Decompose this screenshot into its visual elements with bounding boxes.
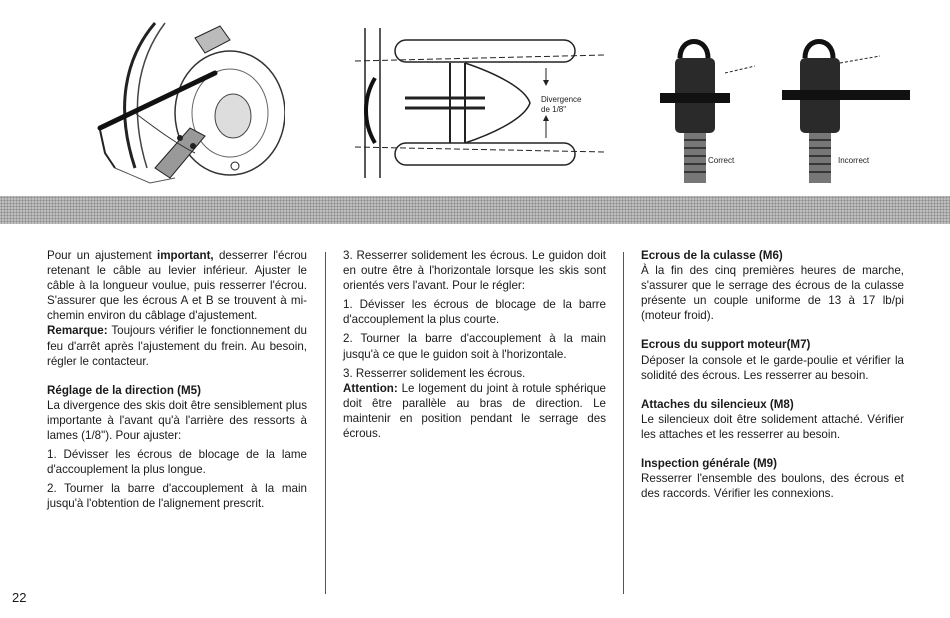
halftone-divider-band (0, 196, 950, 224)
section-text: À la fin des cinq premières heures de marche, s'assurer que le serrage des écrous de la culasse présente un couple uniforme de 13 à 17 lb/pi (moteur froid). (641, 264, 904, 323)
step-2-paragraph: 2. Tourner la barre d'accouplement à la main jusqu'à ce que le guidon soit à l'horizontale. (343, 332, 606, 361)
brake-cable-illustration (95, 18, 285, 193)
step-1-paragraph: 1. Dévisser les écrous de blocage de la barre d'accouplement la plus courte. (343, 298, 606, 327)
section-heading: Ecrous du support moteur(M7) (641, 338, 811, 352)
section-text: Le silencieux doit être solidement attaché. Vérifier les attaches et les resserrer au besoin. (641, 412, 904, 441)
steering-divergence-diagram (345, 18, 615, 188)
step-3-paragraph: 3. Resserrer solidement les écrous. Le guidon doit en outre être à l'horizontale lorsque les skis sont orientés vers l'avant. Pour le régler: (343, 249, 606, 293)
remark-paragraph: Remarque: Toujours vérifier le fonctionnement du feu d'arrêt après l'ajustement du frein. Au besoin, régler le contacteur. (47, 324, 307, 368)
section-heading: Attaches du silencieux (M8) (641, 397, 794, 411)
column-right (641, 248, 904, 501)
column-left (47, 248, 307, 512)
column-middle (343, 248, 606, 441)
section-text: Déposer la console et le garde-poulie et vérifier la solidité des écrous. Les resserrer au besoin. (641, 353, 904, 382)
nut-tightening-photos (640, 18, 910, 188)
attention-paragraph: Attention: Le logement du joint à rotule sphérique doit être parallèle au bras de direction. Le maintenir en position pendant le serrage des écrous. (343, 381, 606, 441)
step-3b-paragraph: 3. Resserrer solidement les écrous. (343, 366, 526, 380)
intro-paragraph: Pour un ajustement important, desserrer l'écrou retenant le câble au levier inférieur. Ajuster le câble à la longueur voulue, puis resserrer l'écrou. S'assurer que les écrous A et B se trouvent à mi-chemin environ du câblage d'ajustement. (47, 249, 307, 323)
steering-paragraph: La divergence des skis doit être sensiblement plus importante à l'avant qu'à l'arrière des ressorts à lames (1/8"). Pour ajuster: (47, 398, 307, 443)
divergence-label-line1: Divergence (541, 95, 582, 104)
steering-heading: Réglage de la direction (M5) (47, 383, 201, 397)
section-heading: Inspection générale (M9) (641, 457, 777, 471)
correct-label: Correct (708, 156, 735, 165)
incorrect-label: Incorrect (838, 156, 870, 165)
column-rule-2 (623, 252, 624, 594)
steering-step-2: 2. Tourner la barre d'accouplement à la main jusqu'à l'obtention de l'alignement prescrit. (47, 482, 307, 511)
steering-step-1: 1. Dévisser les écrous de blocage de la lame d'accouplement la plus longue. (47, 448, 307, 477)
section-text: Resserrer l'ensemble des boulons, des écrous et des raccords. Vérifier les connexions. (641, 472, 904, 501)
section-heading: Ecrous de la culasse (M6) (641, 249, 783, 262)
divergence-label-line2: de 1/8" (541, 105, 567, 114)
column-rule-1 (325, 252, 326, 594)
page-number: 22 (12, 590, 27, 605)
